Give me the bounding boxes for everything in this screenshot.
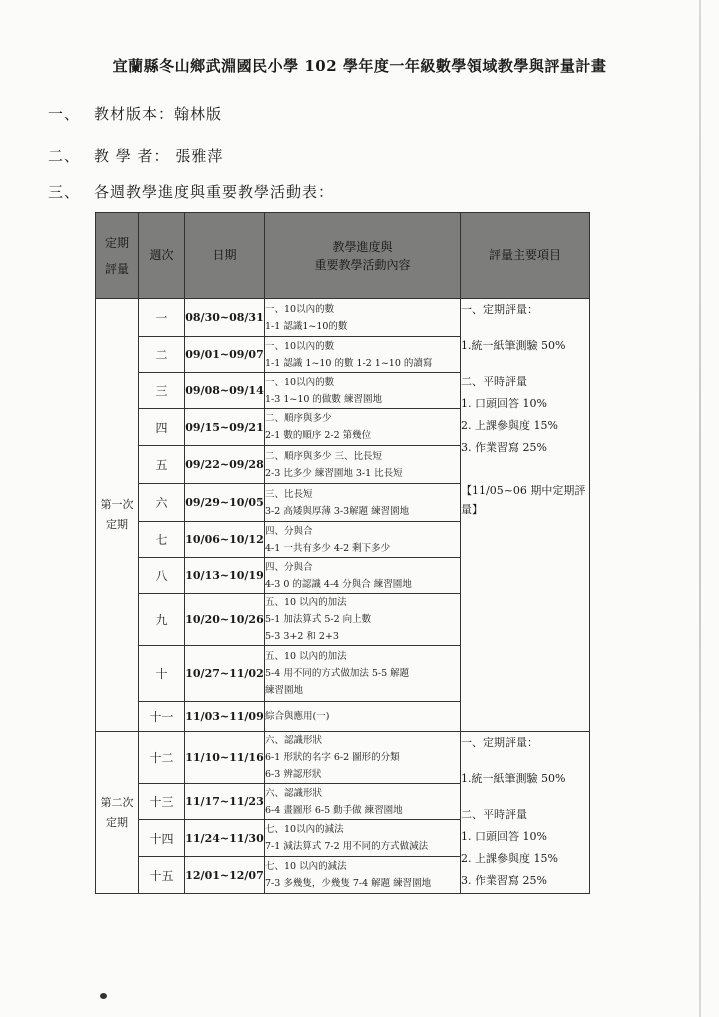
item-textbook — [48, 103, 222, 124]
week-cell: 十一 — [139, 702, 185, 732]
exam-label: 定期 — [106, 815, 128, 829]
content-line: 一、10以內的數 — [265, 376, 335, 388]
date-cell: 09/15~09/21 — [185, 409, 265, 446]
assessment-line: 3. 作業習寫 25% — [461, 874, 547, 887]
assessment-second-cell — [461, 732, 590, 894]
header-assessment: 評量主要項目 — [461, 213, 590, 299]
header-week: 週次 — [139, 213, 185, 299]
content-line: 6-3 辨認形狀 — [265, 769, 322, 780]
content-line: 四、分與合 — [265, 561, 313, 573]
content-line: 1-1 認識 1~10 的數 1-2 1~10 的讀寫 — [265, 357, 433, 369]
date-cell: 10/27~11/02 — [185, 646, 265, 702]
assessment-line: 二、平時評量 — [461, 808, 527, 821]
exam-first-cell — [96, 299, 139, 732]
document-title: 宜蘭縣冬山鄉武淵國民小學 102 學年度一年級數學領域教學與評量計畫 — [112, 57, 607, 75]
item-number: 一、 — [48, 105, 81, 123]
date-cell: 11/24~11/30 — [185, 820, 265, 857]
assessment-line: 2. 上課參與度 15% — [461, 852, 558, 865]
date-cell: 11/03~11/09 — [185, 702, 265, 732]
item-text: 教 學 者： 張雅萍 — [94, 147, 224, 165]
content-line: 5-1 加法算式 5-2 向上數 — [265, 614, 372, 625]
header-content: 教學進度與 重要教學活動內容 — [265, 213, 461, 299]
content-cell — [265, 702, 461, 732]
content-line: 綜合與應用(一) — [265, 711, 330, 722]
assessment-line: 二、平時評量 — [461, 375, 527, 388]
date-cell: 09/22~09/28 — [185, 446, 265, 484]
content-cell — [265, 522, 461, 558]
item-teacher — [48, 145, 223, 166]
content-cell — [265, 409, 461, 446]
content-line: 6-4 畫圖形 6-5 動手做 練習園地 — [265, 804, 403, 816]
assessment-line: 1. 口頭回答 10% — [461, 397, 547, 410]
item-text: 各週教學進度與重要教學活動表： — [94, 183, 335, 201]
date-cell: 09/08~09/14 — [185, 373, 265, 409]
assessment-line: 3. 作業習寫 25% — [461, 441, 547, 454]
week-cell: 二 — [139, 337, 185, 373]
content-line: 六、認識形狀 — [265, 787, 323, 799]
content-line: 三、比長短 — [265, 488, 313, 500]
week-cell: 四 — [139, 409, 185, 446]
content-line: 5-4 用不同的方式做加法 5-5 解題 — [265, 668, 410, 679]
content-cell — [265, 484, 461, 522]
content-cell — [265, 446, 461, 484]
date-cell: 12/01~12/07 — [185, 857, 265, 894]
week-cell: 六 — [139, 484, 185, 522]
item-number: 三、 — [48, 183, 81, 201]
date-cell: 11/10~11/16 — [185, 732, 265, 784]
week-cell: 七 — [139, 522, 185, 558]
content-cell — [265, 337, 461, 373]
content-line: 二、順序與多少 三、比長短 — [265, 450, 383, 462]
spacer — [461, 459, 589, 473]
content-cell — [265, 558, 461, 594]
week-cell: 十 — [139, 646, 185, 702]
week-cell: 十三 — [139, 784, 185, 820]
exam-label: 定期 — [106, 518, 128, 531]
content-line: 七、10以內的減法 — [265, 824, 344, 835]
week-cell: 十五 — [139, 857, 185, 894]
date-cell: 10/06~10/12 — [185, 522, 265, 558]
content-line: 五、10 以內的加法 — [265, 651, 347, 662]
content-line: 6-1 形狀的名字 6-2 圖形的分類 — [265, 752, 400, 763]
table-row — [96, 732, 590, 784]
date-cell: 10/13~10/19 — [185, 558, 265, 594]
content-cell — [265, 299, 461, 337]
assessment-line: 1.統一紙筆測驗 50% — [461, 772, 566, 785]
spacer — [461, 357, 589, 371]
exam-label: 第一次 — [100, 498, 134, 511]
spacer — [461, 754, 589, 768]
date-cell: 11/17~11/23 — [185, 784, 265, 820]
date-cell: 09/29~10/05 — [185, 484, 265, 522]
content-line: 一、10以內的數 — [265, 303, 335, 315]
week-cell: 十二 — [139, 732, 185, 784]
date-cell: 09/01~09/07 — [185, 337, 265, 373]
week-cell: 九 — [139, 594, 185, 646]
content-line: 4-1 一共有多少 4-2 剩下多少 — [265, 542, 391, 554]
content-line: 七、10 以內的減法 — [265, 861, 347, 872]
assessment-line: 【11/05~06 期中定期評量】 — [461, 484, 586, 516]
date-cell: 10/20~10/26 — [185, 594, 265, 646]
content-line: 2-1 數的順序 2-2 第幾位 — [265, 430, 372, 441]
spacer — [461, 321, 589, 335]
page-edge — [699, 0, 701, 1017]
assessment-line: 2. 上課參與度 15% — [461, 419, 558, 432]
content-line: 7-1 減法算式 7-2 用不同的方式做減法 — [265, 841, 429, 852]
item-schedule-heading — [48, 181, 334, 202]
content-cell — [265, 594, 461, 646]
week-cell: 八 — [139, 558, 185, 594]
content-line: 二、順序與多少 — [265, 413, 332, 424]
content-line: 1-3 1~10 的做數 練習園地 — [265, 393, 382, 405]
spacer — [461, 790, 589, 804]
week-cell: 三 — [139, 373, 185, 409]
week-cell: 五 — [139, 446, 185, 484]
content-cell — [265, 646, 461, 702]
week-cell: 一 — [139, 299, 185, 337]
exam-label: 第二次 — [100, 795, 134, 809]
table-row — [96, 299, 590, 337]
assessment-line: 一、定期評量： — [461, 736, 538, 749]
week-cell: 十四 — [139, 820, 185, 857]
content-cell — [265, 820, 461, 857]
schedule-table — [95, 212, 590, 894]
content-line: 2-3 比多少 練習園地 3-1 比長短 — [265, 467, 403, 479]
assessment-line: 1. 口頭回答 10% — [461, 830, 547, 843]
assessment-first-cell — [461, 299, 590, 732]
content-line: 練習園地 — [265, 685, 304, 696]
content-cell — [265, 784, 461, 820]
ink-spot — [100, 993, 107, 999]
exam-second-cell — [96, 732, 139, 894]
content-cell — [265, 732, 461, 784]
header-date: 日期 — [185, 213, 265, 299]
content-line: 5-3 3+2 和 2+3 — [265, 631, 339, 642]
header-exam: 定期 評量 — [96, 213, 139, 299]
item-number: 二、 — [48, 147, 81, 165]
content-line: 四、分與合 — [265, 525, 313, 537]
content-line: 1-1 認識1~10的數 — [265, 320, 348, 332]
content-cell — [265, 857, 461, 894]
content-line: 7-3 多幾隻，少幾隻 7-4 解題 練習園地 — [265, 878, 432, 889]
item-text: 教材版本：翰林版 — [94, 105, 223, 123]
content-line: 4-3 0 的認識 4-4 分與合 練習園地 — [265, 578, 412, 590]
assessment-line: 一、定期評量： — [461, 303, 538, 316]
content-line: 3-2 高矮與厚薄 3-3解題 練習園地 — [265, 505, 410, 517]
content-cell — [265, 373, 461, 409]
assessment-line: 1.統一紙筆測驗 50% — [461, 339, 566, 352]
table-header-row — [96, 213, 590, 299]
content-line: 六、認識形狀 — [265, 735, 323, 746]
content-line: 五、10 以內的加法 — [265, 597, 347, 608]
date-cell: 08/30~08/31 — [185, 299, 265, 337]
content-line: 一、10以內的數 — [265, 340, 335, 352]
